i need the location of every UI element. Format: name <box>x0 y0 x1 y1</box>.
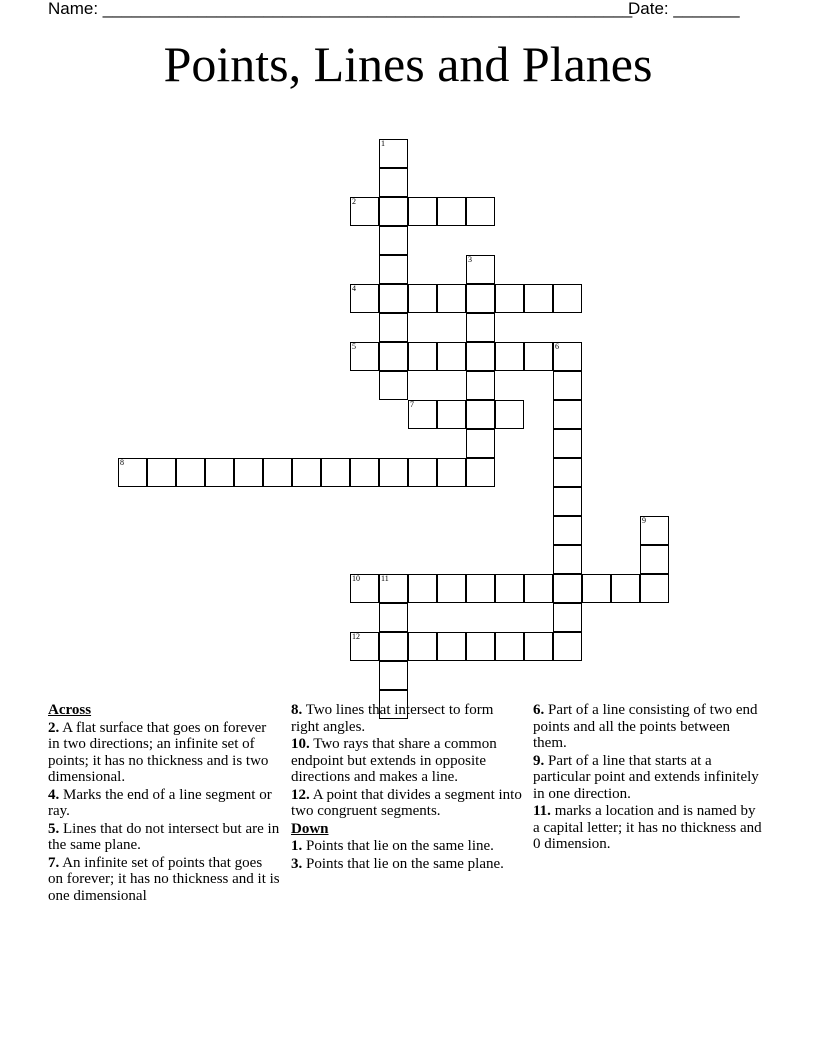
crossword-cell[interactable] <box>524 284 553 313</box>
cell-number: 8 <box>120 458 124 467</box>
crossword-cell[interactable] <box>379 284 408 313</box>
crossword-cell[interactable] <box>466 255 495 284</box>
cell-number: 3 <box>468 255 472 264</box>
crossword-cell[interactable] <box>379 458 408 487</box>
cell-number: 12 <box>352 632 360 641</box>
crossword-cell[interactable] <box>350 574 379 603</box>
crossword-cell[interactable] <box>379 342 408 371</box>
crossword-cell[interactable] <box>553 342 582 371</box>
crossword-cell[interactable] <box>553 574 582 603</box>
crossword-cell[interactable] <box>350 458 379 487</box>
crossword-cell[interactable] <box>553 400 582 429</box>
crossword-cell[interactable] <box>582 574 611 603</box>
clue-down-3 <box>291 856 523 873</box>
clue-number: 9. <box>533 752 545 769</box>
crossword-cell[interactable] <box>553 516 582 545</box>
clue-text: Lines that do not intersect but are in the same plane. <box>48 820 280 853</box>
clue-number: 7. <box>48 854 60 871</box>
clue-text: Two lines that intersect to form right angles. <box>291 702 494 735</box>
clue-down-11 <box>533 803 765 853</box>
crossword-cell[interactable] <box>466 400 495 429</box>
cell-number: 10 <box>352 574 360 583</box>
crossword-cell[interactable] <box>147 458 176 487</box>
crossword-cell[interactable] <box>408 342 437 371</box>
crossword-cell[interactable] <box>553 371 582 400</box>
crossword-cell[interactable] <box>350 342 379 371</box>
crossword-cell[interactable] <box>437 632 466 661</box>
crossword-cell[interactable] <box>553 487 582 516</box>
clue-across-10 <box>291 736 523 786</box>
crossword-cell[interactable] <box>379 197 408 226</box>
crossword-cell[interactable] <box>640 545 669 574</box>
crossword-cell[interactable] <box>553 284 582 313</box>
name-field[interactable]: Name: ________________________________________________________ <box>48 0 633 18</box>
clue-text: An infinite set of points that goes on forever; it has no thickness and it is one dimensional <box>48 854 280 904</box>
crossword-cell[interactable] <box>466 429 495 458</box>
clue-across-2 <box>48 720 280 786</box>
crossword-cell[interactable] <box>495 284 524 313</box>
crossword-cell[interactable] <box>350 284 379 313</box>
clues-column-2 <box>291 702 523 873</box>
crossword-cell[interactable] <box>379 371 408 400</box>
crossword-cell[interactable] <box>176 458 205 487</box>
clue-across-7 <box>48 855 280 905</box>
down-heading: Down <box>291 820 329 837</box>
crossword-cell[interactable] <box>408 197 437 226</box>
clue-text: Two rays that share a common endpoint but extends in opposite directions and makes a line. <box>291 736 497 785</box>
crossword-cell[interactable] <box>408 458 437 487</box>
crossword-cell[interactable] <box>263 458 292 487</box>
clue-across-12 <box>291 787 523 820</box>
crossword-cell[interactable] <box>437 400 466 429</box>
crossword-cell[interactable] <box>234 458 263 487</box>
date-field[interactable]: Date: _______ <box>628 0 740 18</box>
clue-number: 12. <box>291 786 310 803</box>
crossword-cell[interactable] <box>466 197 495 226</box>
crossword-cell[interactable] <box>524 574 553 603</box>
crossword-cell[interactable] <box>379 661 408 690</box>
clues-column-3 <box>533 702 765 854</box>
clue-number: 6. <box>533 702 545 718</box>
cell-number: 5 <box>352 342 356 351</box>
crossword-cell[interactable] <box>553 429 582 458</box>
crossword-cell[interactable] <box>379 255 408 284</box>
crossword-cell[interactable] <box>437 342 466 371</box>
clue-down-6 <box>533 702 765 752</box>
cell-number: 6 <box>555 342 559 351</box>
page-title: Points, Lines and Planes <box>163 36 653 92</box>
crossword-cell[interactable] <box>466 313 495 342</box>
clue-across-5 <box>48 821 280 854</box>
clues-column-1 <box>48 702 280 905</box>
clue-text: Part of a line consisting of two end points and all the points between them. <box>533 702 758 751</box>
crossword-cell[interactable] <box>437 197 466 226</box>
crossword-cell[interactable] <box>437 284 466 313</box>
crossword-cell[interactable] <box>466 632 495 661</box>
clue-text: Part of a line that starts at a particular point and extends infinitely in one direction. <box>533 752 759 802</box>
clue-number: 5. <box>48 820 60 837</box>
clue-number: 11. <box>533 803 551 819</box>
crossword-cell[interactable] <box>379 226 408 255</box>
clue-text: Marks the end of a line segment or ray. <box>48 786 272 819</box>
crossword-cell[interactable] <box>118 458 147 487</box>
crossword-cell[interactable] <box>437 458 466 487</box>
cell-number: 11 <box>381 574 389 583</box>
cell-number: 2 <box>352 197 356 206</box>
crossword-cell[interactable] <box>379 603 408 632</box>
cell-number: 7 <box>410 400 414 409</box>
crossword-cell[interactable] <box>408 284 437 313</box>
crossword-cell[interactable] <box>466 371 495 400</box>
crossword-cell[interactable] <box>379 632 408 661</box>
clue-across-4 <box>48 787 280 820</box>
crossword-cell[interactable] <box>408 400 437 429</box>
clue-number: 1. <box>291 838 303 854</box>
crossword-cell[interactable] <box>466 458 495 487</box>
crossword-cell[interactable] <box>553 632 582 661</box>
clue-number: 3. <box>291 855 303 872</box>
crossword-cell[interactable] <box>379 574 408 603</box>
crossword-cell[interactable] <box>466 574 495 603</box>
clue-number: 8. <box>291 702 303 718</box>
clue-text: marks a location and is named by a capital letter; it has no thickness and 0 dimension. <box>533 803 762 852</box>
crossword-cell[interactable] <box>379 313 408 342</box>
clue-across-8 <box>291 702 523 735</box>
crossword-cell[interactable] <box>495 632 524 661</box>
crossword-cell[interactable] <box>553 458 582 487</box>
clue-number: 10. <box>291 736 310 752</box>
clue-down-1 <box>291 838 523 855</box>
clue-number: 2. <box>48 719 60 736</box>
clue-down-9 <box>533 753 765 803</box>
crossword-cell[interactable] <box>524 632 553 661</box>
crossword-cell[interactable] <box>379 139 408 168</box>
clue-text: Points that lie on the same line. <box>306 838 494 854</box>
clue-text: Points that lie on the same plane. <box>306 855 504 872</box>
crossword-cell[interactable] <box>466 342 495 371</box>
crossword-cell[interactable] <box>408 632 437 661</box>
across-heading: Across <box>48 702 92 718</box>
crossword-cell[interactable] <box>437 574 466 603</box>
crossword-cell[interactable] <box>350 632 379 661</box>
clue-text: A flat surface that goes on forever in two directions; an infinite set of points; it has no thickness and is two dimensional. <box>48 719 269 785</box>
cell-number: 4 <box>352 284 356 293</box>
crossword-cell[interactable] <box>640 516 669 545</box>
crossword-cell[interactable] <box>292 458 321 487</box>
crossword-cell[interactable] <box>205 458 234 487</box>
cell-number: 9 <box>642 516 646 525</box>
crossword-cell[interactable] <box>495 574 524 603</box>
crossword-cell[interactable] <box>350 197 379 226</box>
crossword-cell[interactable] <box>553 603 582 632</box>
clue-number: 4. <box>48 786 60 803</box>
crossword-cell[interactable] <box>611 574 640 603</box>
crossword-cell[interactable] <box>495 400 524 429</box>
crossword-cell[interactable] <box>495 342 524 371</box>
crossword-cell[interactable] <box>640 574 669 603</box>
crossword-cell[interactable] <box>466 284 495 313</box>
clue-text: A point that divides a segment into two congruent segments. <box>291 786 522 819</box>
crossword-cell[interactable] <box>321 458 350 487</box>
crossword-cell[interactable] <box>553 545 582 574</box>
cell-number: 1 <box>381 139 385 148</box>
crossword-cell[interactable] <box>524 342 553 371</box>
crossword-cell[interactable] <box>408 574 437 603</box>
crossword-cell[interactable] <box>379 168 408 197</box>
